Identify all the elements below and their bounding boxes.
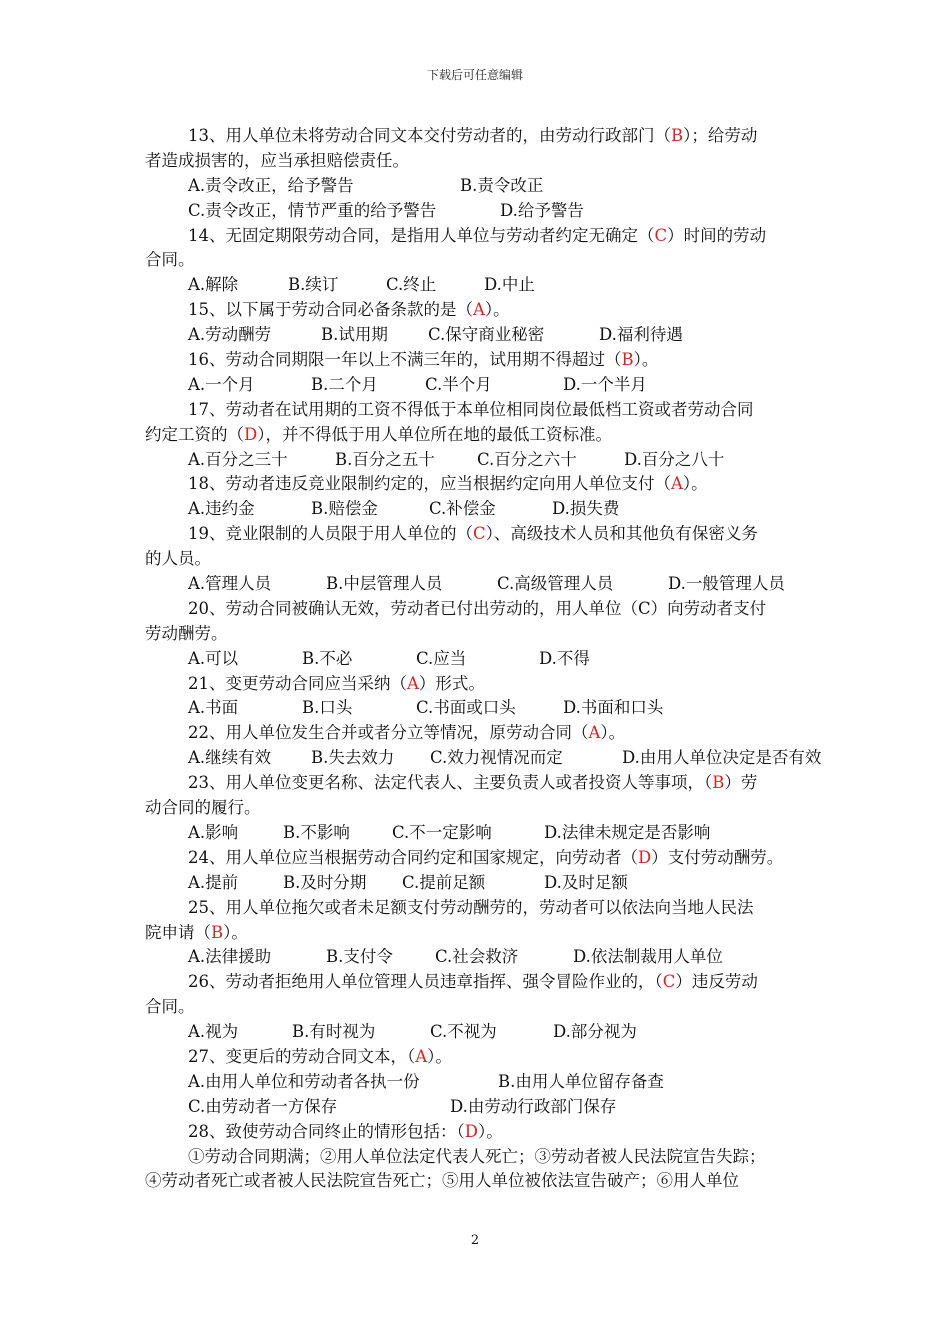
question-text: 25、用人单位拖欠或者未足额支付劳动酬劳的，劳动者可以依法向当地人民法 (188, 897, 754, 917)
text-line (145, 472, 857, 497)
text-line (145, 298, 857, 323)
answer-letter: D (244, 424, 258, 444)
question-text: 19、竞业限制的人员限于用人单位的（ (188, 524, 473, 544)
answer-option: D.依法制裁用人单位 (573, 947, 723, 967)
text-line (145, 672, 857, 697)
answer-option: B.有时视为 (292, 1022, 376, 1042)
question-text: ）。 (600, 723, 626, 743)
text-line (145, 921, 857, 946)
answer-option: B.二个月 (311, 374, 378, 394)
answer-option: B.责令改正 (460, 175, 544, 195)
answer-option: C.提前足额 (402, 872, 486, 892)
option-line (145, 696, 857, 721)
answer-option: D.给予警告 (500, 200, 584, 220)
answer-option: C.高级管理人员 (497, 574, 614, 594)
text-line (145, 846, 857, 871)
question-text: 15、以下属于劳动合同必备条款的是（ (188, 300, 473, 320)
option-line (145, 746, 857, 771)
answer-option: B.不必 (302, 648, 353, 668)
answer-option: A.影响 (188, 822, 239, 842)
answer-option: A.可以 (188, 648, 239, 668)
question-text: 合同。 (145, 250, 195, 270)
text-line (145, 547, 857, 572)
option-line (145, 1020, 857, 1045)
answer-option: B.不影响 (283, 822, 350, 842)
answer-option: C.不一定影响 (392, 822, 492, 842)
question-text: 26、劳动者拒绝用人单位管理人员违章指挥、强令冒险作业的，（ (188, 972, 663, 992)
option-line (145, 1095, 857, 1120)
answer-option: C.责令改正，情节严重的给予警告 (188, 200, 437, 220)
text-line (145, 896, 857, 921)
answer-option: D.百分之八十 (624, 449, 725, 469)
text-line (145, 771, 857, 796)
question-text: 27、变更后的劳动合同文本，（ (188, 1046, 416, 1066)
question-text: 13、用人单位未将劳动合同文本交付劳动者的，由劳动行政部门（ (188, 126, 671, 145)
question-text: 23、用人单位变更名称、法定代表人、主要负责人或者投资人等事项，（ (188, 773, 713, 793)
answer-option: D.一般管理人员 (668, 574, 785, 594)
answer-option: D.部分视为 (553, 1022, 637, 1042)
text-line (145, 995, 857, 1020)
answer-letter: D (638, 847, 652, 867)
answer-option: A.管理人员 (188, 574, 272, 594)
answer-option: A.由用人单位和劳动者各执一份 (188, 1071, 420, 1091)
question-text: ）形式。 (418, 673, 485, 693)
text-line (145, 1045, 857, 1070)
question-text: ④劳动者死亡或者被人民法院宣告死亡；⑤用人单位被依法宣告破产；⑥用人单位 (145, 1171, 739, 1191)
question-text: ）；给劳动 (683, 126, 758, 145)
question-text: ）。 (223, 922, 248, 942)
text-line (145, 622, 857, 647)
text-line (145, 224, 857, 249)
question-text: ）支付劳动酬劳。 (651, 847, 784, 867)
answer-option: A.责令改正，给予警告 (188, 175, 354, 195)
text-line (145, 796, 857, 821)
answer-option: B.由用人单位留存备查 (498, 1071, 664, 1091)
answer-option: C.书面或口头 (416, 698, 516, 718)
option-line (145, 647, 857, 672)
answer-option: D.损失费 (552, 499, 620, 519)
page-header: 下载后可任意编辑 (426, 68, 523, 82)
question-text: ）。 (427, 1046, 452, 1066)
answer-option: D.福利待遇 (599, 325, 683, 345)
answer-letter: B (211, 922, 224, 942)
answer-option: D.及时足额 (544, 872, 628, 892)
answer-letter: B (671, 126, 684, 145)
option-line (145, 174, 857, 199)
answer-letter: C (473, 524, 486, 544)
option-line (145, 945, 857, 970)
question-list (145, 124, 857, 1194)
question-text: 22、用人单位发生合并或者分立等情况，原劳动合同（ (188, 723, 589, 743)
answer-option: B.支付令 (326, 947, 393, 967)
answer-option: B.试用期 (321, 325, 388, 345)
option-line (145, 323, 857, 348)
option-line (145, 871, 857, 896)
answer-letter: D (464, 1121, 478, 1141)
answer-option: B.失去效力 (311, 748, 395, 768)
option-line (145, 199, 857, 224)
answer-option: A.解除 (188, 275, 239, 295)
question-text: ）、高级技术人员和其他负有保密义务 (485, 524, 758, 544)
answer-option: C.保守商业秘密 (428, 325, 545, 345)
answer-option: A.违约金 (188, 499, 255, 519)
answer-letter: A (415, 1046, 428, 1066)
answer-letter: C (662, 972, 676, 992)
option-line (145, 373, 857, 398)
question-text: 16、劳动合同期限一年以上不满三年的，试用期不得超过（ (188, 350, 622, 370)
answer-option: B.中层管理人员 (326, 574, 443, 594)
question-text: ）。 (484, 300, 510, 320)
question-text: ）违反劳动 (675, 972, 758, 992)
question-text: 院申请（ (145, 922, 211, 942)
answer-letter: B (712, 773, 725, 793)
option-line (145, 273, 857, 298)
answer-option: C.终止 (386, 275, 437, 295)
answer-option: C.半个月 (425, 374, 492, 394)
text-line (145, 248, 857, 273)
text-line (145, 1145, 857, 1170)
question-text: 的人员。 (145, 549, 211, 569)
answer-letter: A (588, 723, 601, 743)
option-line (145, 821, 857, 846)
question-text: ），并不得低于用人单位所在地的最低工资标准。 (257, 424, 612, 444)
question-text: ）。 (477, 1121, 503, 1141)
answer-option: C.应当 (416, 648, 467, 668)
text-line (145, 149, 857, 174)
answer-option: C.社会救济 (435, 947, 519, 967)
answer-option: A.百分之三十 (188, 449, 288, 469)
question-text: 者造成损害的，应当承担赔偿责任。 (145, 150, 409, 170)
text-line (145, 1120, 857, 1145)
text-line (145, 423, 857, 448)
question-text: ）。 (633, 350, 659, 370)
answer-option: A.法律援助 (188, 947, 272, 967)
question-text: ）时间的劳动 (667, 225, 767, 245)
answer-option: B.赔偿金 (311, 499, 378, 519)
answer-option: A.提前 (188, 872, 239, 892)
answer-option: C.不视为 (430, 1022, 497, 1042)
answer-option: D.一个半月 (563, 374, 647, 394)
question-text: 21、变更劳动合同应当采纳（ (188, 673, 407, 693)
text-line (145, 124, 857, 149)
answer-letter: B (621, 350, 634, 370)
question-text: 17、劳动者在试用期的工资不得低于本单位相同岗位最低档工资或者劳动合同 (188, 399, 754, 419)
answer-option: C.补偿金 (429, 499, 496, 519)
question-text: 动合同的履行。 (145, 798, 261, 818)
text-line (145, 522, 857, 547)
answer-option: A.一个月 (188, 374, 255, 394)
option-line (145, 448, 857, 473)
answer-option: A.劳动酬劳 (188, 325, 272, 345)
answer-option: A.视为 (188, 1022, 239, 1042)
answer-option: B.及时分期 (283, 872, 367, 892)
question-text: 约定工资的（ (145, 424, 244, 444)
answer-option: C.效力视情况而定 (430, 748, 563, 768)
option-line (145, 572, 857, 597)
question-text: ①劳动合同期满；②用人单位法定代表人死亡；③劳动者被人民法院宣告失踪； (188, 1146, 766, 1166)
question-text: 劳动酬劳。 (145, 623, 228, 643)
answer-option: A.书面 (188, 698, 239, 718)
page-number: 2 (470, 1233, 480, 1248)
question-text: ）。 (682, 474, 708, 494)
question-text: 合同。 (145, 997, 195, 1017)
answer-option: D.不得 (539, 648, 590, 668)
question-text: 28、致使劳动合同终止的情形包括：（ (188, 1121, 465, 1141)
answer-option: B.口头 (302, 698, 353, 718)
answer-letter: C (654, 225, 668, 245)
question-text: 24、用人单位应当根据劳动合同约定和国家规定，向劳动者（ (188, 847, 638, 867)
answer-option: B.百分之五十 (335, 449, 435, 469)
answer-option: A.继续有效 (188, 748, 272, 768)
text-line (145, 721, 857, 746)
text-line (145, 1169, 857, 1194)
answer-letter: A (473, 300, 485, 320)
answer-letter: A (671, 474, 683, 494)
answer-option: C.由劳动者一方保存 (188, 1096, 338, 1116)
option-line (145, 497, 857, 522)
answer-option: D.法律未规定是否影响 (544, 822, 711, 842)
answer-option: B.续订 (288, 275, 339, 295)
text-line (145, 398, 857, 423)
answer-option: D.中止 (484, 275, 535, 295)
answer-option: C.百分之六十 (477, 449, 577, 469)
answer-option: D.书面和口头 (563, 698, 664, 718)
answer-option: D.由用人单位决定是否有效 (622, 748, 822, 768)
question-text: 18、劳动者违反竞业限制约定的，应当根据约定向用人单位支付（ (188, 474, 671, 494)
question-text: 20、劳动合同被确认无效，劳动者已付出劳动的，用人单位（C）向劳动者支付 (188, 598, 767, 618)
text-line (145, 597, 857, 622)
option-line (145, 1070, 857, 1095)
question-text: ）劳 (724, 773, 758, 793)
answer-option: D.由劳动行政部门保存 (450, 1096, 617, 1116)
question-text: 14、无固定期限劳动合同，是指用人单位与劳动者约定无确定（ (188, 225, 655, 245)
text-line (145, 348, 857, 373)
text-line (145, 970, 857, 995)
answer-letter: A (407, 673, 419, 693)
